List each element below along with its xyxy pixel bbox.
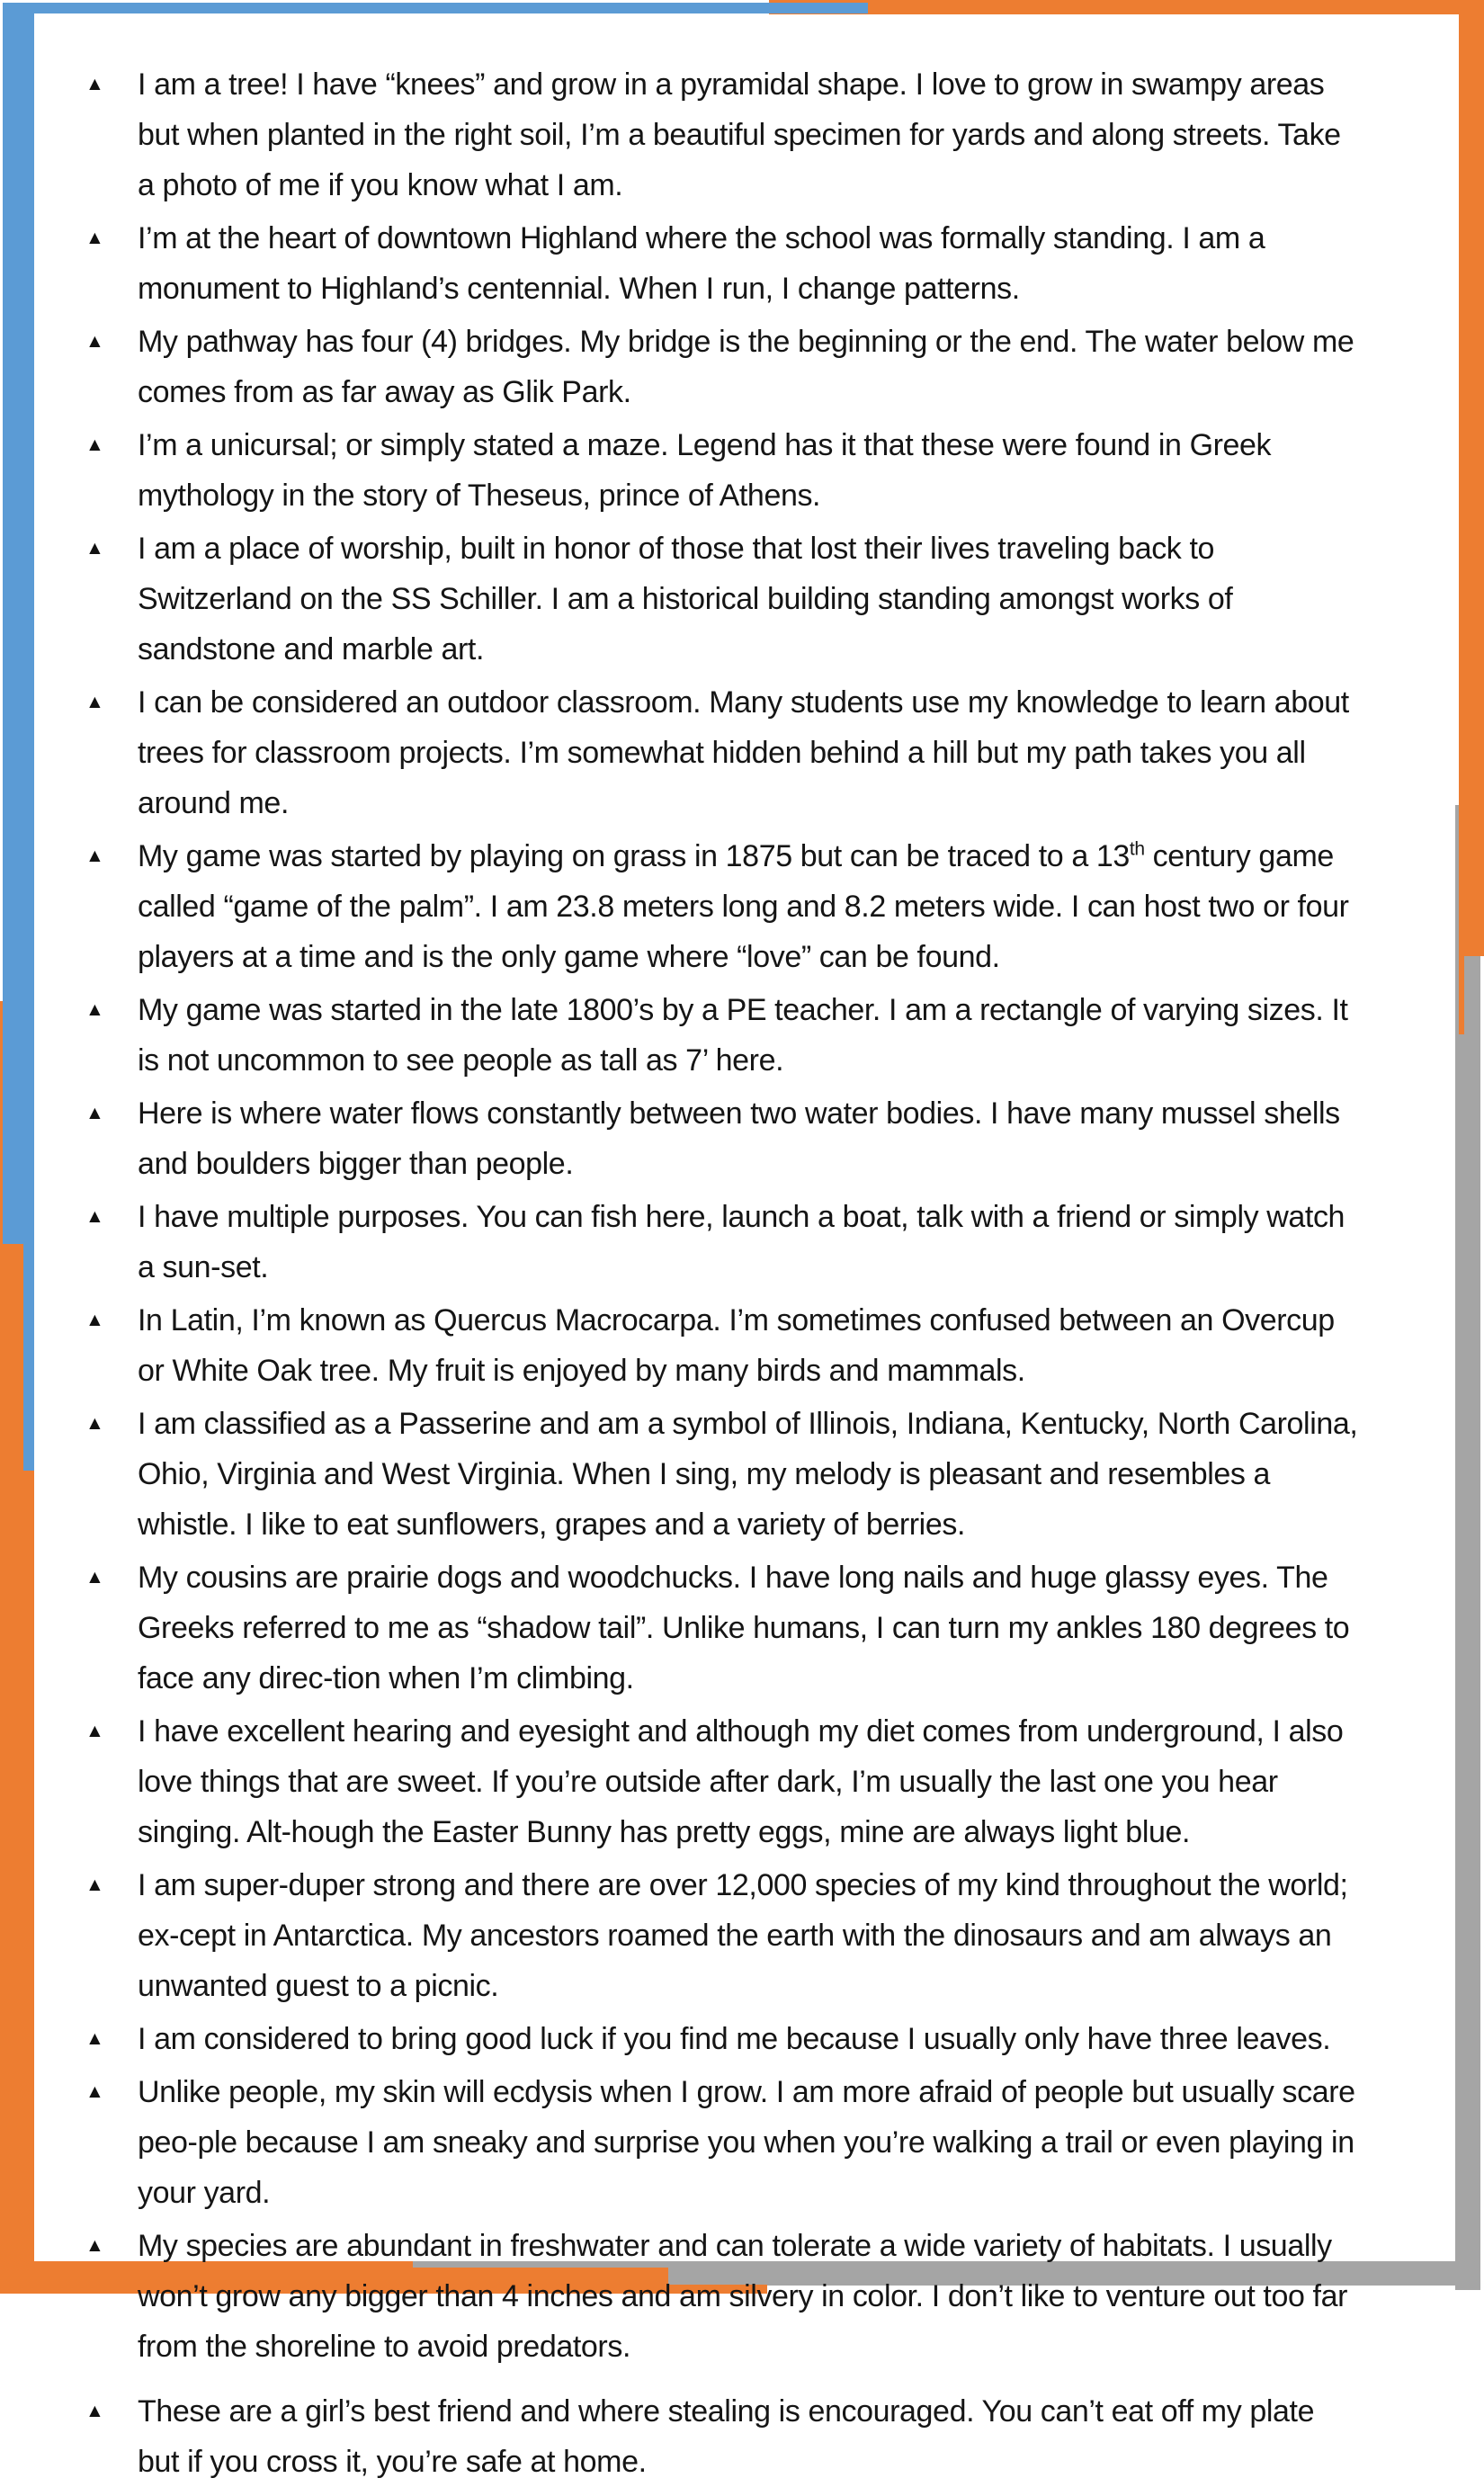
- item-text: I have excellent hearing and eyesight and although my diet comes from underground, I also love things that are sweet. If you’re outside after dark, I’m usually the last one you hear singing. Alt-hough the Easter Bunny has pretty eggs, mine are always light blue.: [138, 1714, 1344, 1849]
- item-text: I have multiple purposes. You can fish here, launch a boat, talk with a friend or simply watch a sun-set.: [138, 1200, 1345, 1284]
- item-text: My game was started in the late 1800’s by a PE teacher. I am a rectangle of varying sizes. It is not uncommon to see people as tall as 7’ here.: [138, 993, 1348, 1078]
- list-item: [85, 1860, 1358, 2011]
- list-item: [85, 317, 1358, 417]
- item-text: My cousins are prairie dogs and woodchucks. I have long nails and huge glassy eyes. The Greeks referred to me as “shadow tail”. Unlike humans, I can turn my ankles 180 degrees to face any direc-tion when I’m climbing.: [138, 1561, 1350, 1695]
- triangle-bullet-icon: ▲: [85, 434, 104, 455]
- triangle-bullet-icon: ▲: [85, 2235, 104, 2256]
- list-item: [85, 831, 1358, 982]
- list-item: [85, 677, 1358, 828]
- triangle-bullet-icon: ▲: [85, 2401, 104, 2421]
- triangle-bullet-icon: ▲: [85, 1413, 104, 1434]
- item-text: I am considered to bring good luck if you find me because I usually only have three leaves.: [138, 2022, 1331, 2056]
- list-item: [85, 1295, 1358, 1396]
- list-item: [85, 1192, 1358, 1293]
- item-text: Here is where water flows constantly between two water bodies. I have many mussel shells and boulders bigger than people.: [138, 1096, 1340, 1181]
- item-text: My pathway has four (4) bridges. My bridge is the beginning or the end. The water below me comes from as far away as Glik Park.: [138, 325, 1354, 409]
- list-item: [85, 1552, 1358, 1704]
- list-item: [85, 2221, 1358, 2372]
- superscript-ordinal: th: [1129, 838, 1145, 860]
- item-text: I am a tree! I have “knees” and grow in a pyramidal shape. I love to grow in swampy areas but when planted in the right soil, I’m a beautiful specimen for yards and along streets. Take a photo of me if you know what I am.: [138, 67, 1341, 202]
- right-orange-bar: [1459, 0, 1484, 956]
- top-orange-bar: [769, 0, 1484, 14]
- triangle-bullet-icon: ▲: [85, 2028, 104, 2049]
- triangle-bullet-icon: ▲: [85, 1103, 104, 1123]
- list-item: [85, 2014, 1358, 2064]
- triangle-bullet-icon: ▲: [85, 538, 104, 559]
- list-item: [85, 59, 1358, 210]
- item-text: I’m at the heart of downtown Highland where the school was formally standing. I am a monument to Highland’s centennial. When I run, I change patterns.: [138, 221, 1265, 306]
- item-text: Unlike people, my skin will ecdysis when I grow. I am more afraid of people but usually scare peo-ple because I am sneaky and surprise you when you’re walking a trail or even playing in your yard.: [138, 2075, 1355, 2210]
- list-item: [85, 1088, 1358, 1189]
- left-blue-bar: [3, 3, 34, 1244]
- item-text: I can be considered an outdoor classroom. Many students use my knowledge to learn about trees for classroom projects. I’m somewhat hidden behind a hill but my path takes you all around me.: [138, 685, 1349, 820]
- triangle-bullet-icon: ▲: [85, 692, 104, 712]
- item-text: In Latin, I’m known as Quercus Macrocarpa. I’m sometimes confused between an Overcup or White Oak tree. My fruit is enjoyed by many birds and mammals.: [138, 1303, 1335, 1388]
- list-item: [85, 1399, 1358, 1550]
- triangle-bullet-icon: ▲: [85, 999, 104, 1020]
- triangle-bullet-icon: ▲: [85, 74, 104, 94]
- list-item: [85, 420, 1358, 521]
- riddle-list: [35, 14, 1458, 2479]
- list-item: [85, 523, 1358, 675]
- triangle-bullet-icon: ▲: [85, 1567, 104, 1588]
- left-blue-bar-narrow: [23, 1244, 34, 1471]
- list-item: [85, 2067, 1358, 2218]
- triangle-bullet-icon: ▲: [85, 228, 104, 248]
- triangle-bullet-icon: ▲: [85, 2081, 104, 2102]
- triangle-bullet-icon: ▲: [85, 1874, 104, 1895]
- left-orange-bar-wide: [0, 1471, 34, 2294]
- item-text: These are a girl’s best friend and where stealing is encouraged. You can’t eat off my plate but if you cross it, you’re safe at home.: [138, 2394, 1315, 2479]
- item-text: I’m a unicursal; or simply stated a maze. Legend has it that these were found in Greek mythology in the story of Theseus, prince of Athens.: [138, 428, 1272, 513]
- right-orange-bar-step: [1459, 956, 1464, 1034]
- item-text: My game was started by playing on grass in 1875 but can be traced to a 13th century game called “game of the palm”. I am 23.8 meters long and 8.2 meters wide. I can host two or four players at a time and is the only game where “love” can be found.: [138, 838, 1349, 974]
- triangle-bullet-icon: ▲: [85, 1206, 104, 1227]
- top-blue-bar: [3, 3, 868, 13]
- list-item: [85, 985, 1358, 1086]
- item-text: I am super-duper strong and there are over 12,000 species of my kind throughout the world; ex-cept in Antarctica. My ancestors roamed the earth with the dinosaurs and am always an unwanted guest to a picnic.: [138, 1868, 1348, 2003]
- list-item: [85, 2386, 1358, 2487]
- triangle-bullet-icon: ▲: [85, 845, 104, 866]
- list-item: [85, 213, 1358, 314]
- item-text: My species are abundant in freshwater and can tolerate a wide variety of habitats. I usually won’t grow any bigger than 4 inches and am silvery in color. I don’t like to venture out too far from the shoreline to avoid predators.: [138, 2229, 1348, 2364]
- list-item: [85, 1706, 1358, 1857]
- triangle-bullet-icon: ▲: [85, 331, 104, 352]
- item-text: I am a place of worship, built in honor of those that lost their lives traveling back to Switzerland on the SS Schiller. I am a historical building standing amongst works of sandstone and marble art.: [138, 532, 1233, 666]
- triangle-bullet-icon: ▲: [85, 1721, 104, 1741]
- triangle-bullet-icon: ▲: [85, 1310, 104, 1330]
- item-text: I am classified as a Passerine and am a symbol of Illinois, Indiana, Kentucky, North Carolina, Ohio, Virginia and West Virginia. When I sing, my melody is pleasant and resembles a whistle. I like to eat sunflowers, grapes and a variety of berries.: [138, 1407, 1358, 1542]
